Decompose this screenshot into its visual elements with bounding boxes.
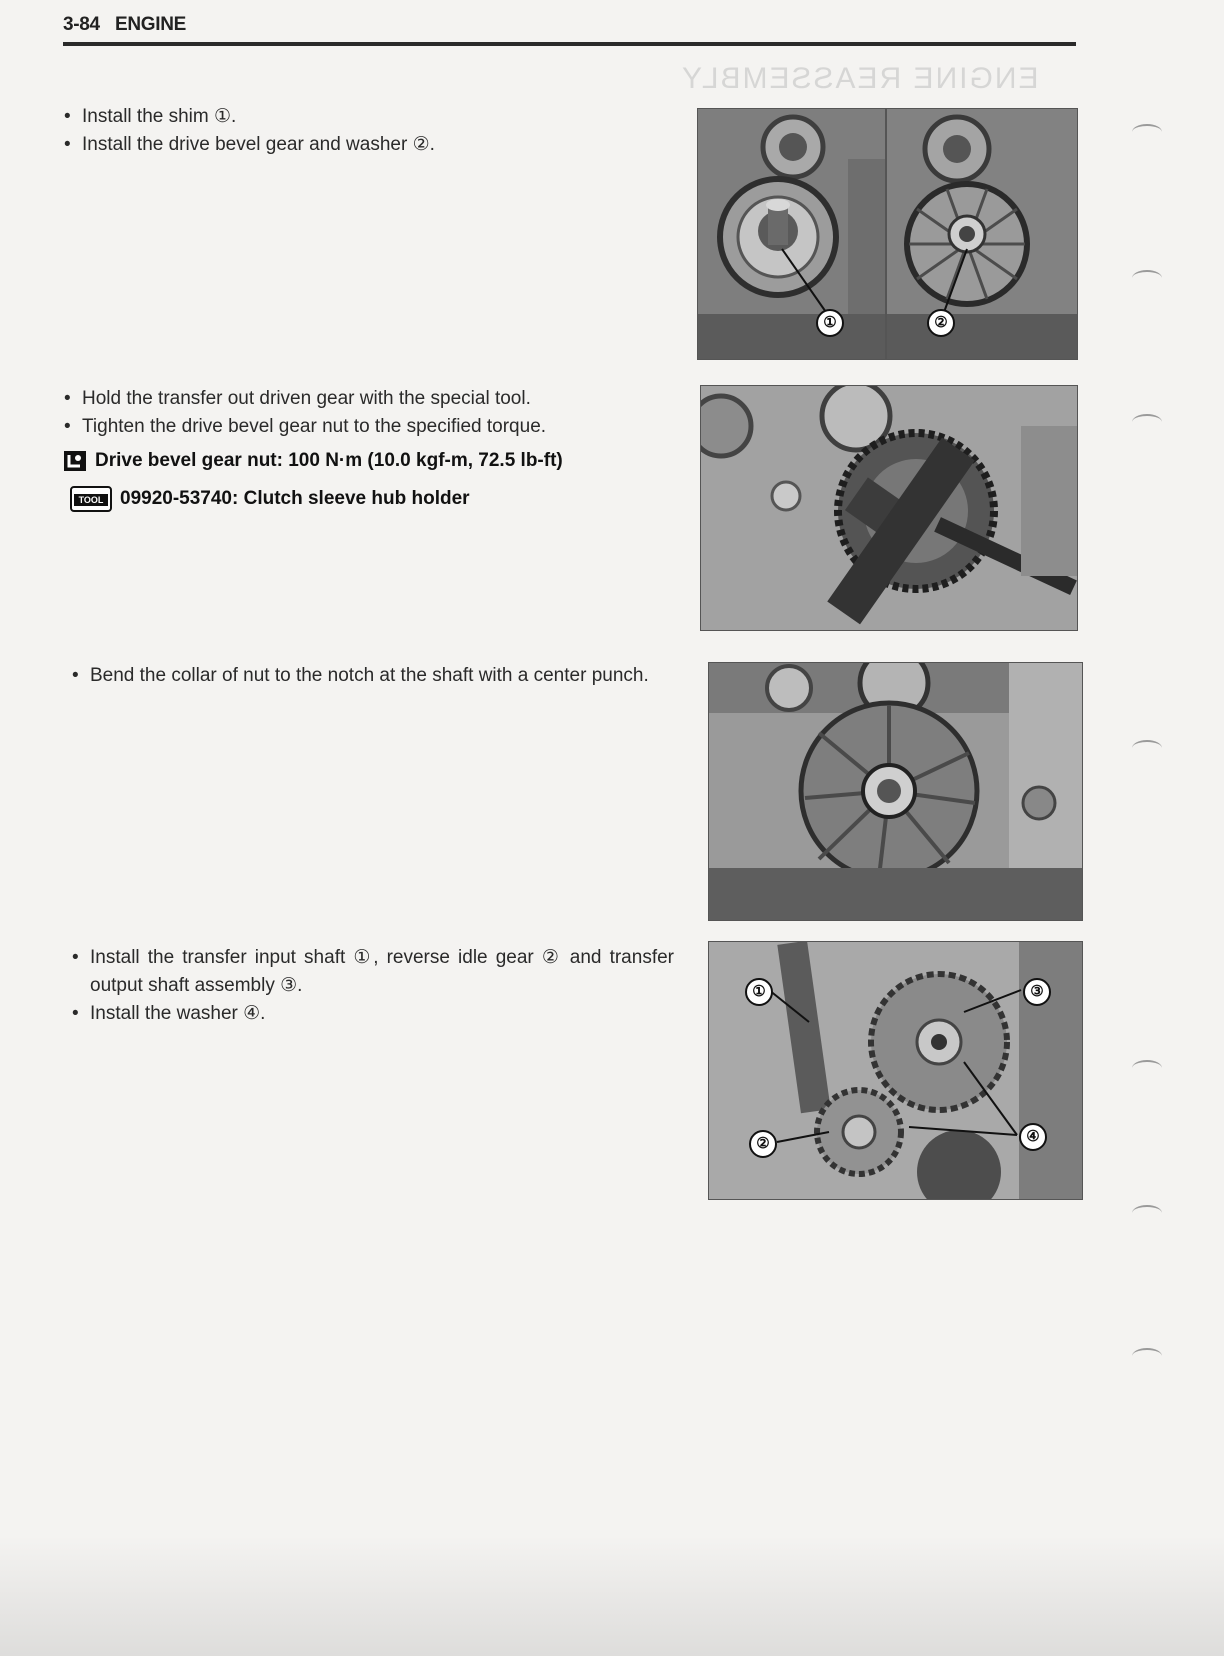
- torque-wrench-icon: [63, 450, 87, 472]
- callout-2: ②: [927, 309, 955, 337]
- margin-mark: [1132, 124, 1162, 140]
- margin-mark: [1132, 414, 1162, 430]
- step4-bullet-1: • Install the transfer input shaft ①, reverse idle gear ② and transfer output shaft assembly ③.: [68, 944, 674, 1000]
- step3-bullet-1: • Bend the collar of nut to the notch at the shaft with a center punch.: [68, 662, 674, 690]
- step2-instructions: [60, 385, 680, 441]
- tool-icon-label: TOOL: [74, 494, 108, 506]
- torque-spec-text: Drive bevel gear nut: 100 N·m (10.0 kgf-m, 72.5 lb-ft): [95, 450, 563, 471]
- step3-instructions: [68, 662, 674, 690]
- bleed-through-heading: ENGINE REASSEMBLY: [680, 62, 1039, 95]
- step1-bullet-1: • Install the shim ①.: [60, 103, 620, 131]
- step4-instructions: [68, 944, 674, 1028]
- margin-mark: [1132, 1060, 1162, 1076]
- step4-bullet-2: • Install the washer ④.: [68, 1000, 674, 1028]
- tool-spec-text: 09920-53740: Clutch sleeve hub holder: [120, 488, 470, 509]
- step2-bullet-2: • Tighten the drive bevel gear nut to the specified torque.: [60, 413, 680, 441]
- step2-photo: [700, 385, 1078, 631]
- callout-1: ①: [816, 309, 844, 337]
- step4-photo: [708, 941, 1083, 1200]
- step1-bullet-2: • Install the drive bevel gear and washer ②.: [60, 131, 620, 159]
- page-header: [63, 12, 1076, 46]
- callout-2: ②: [749, 1130, 777, 1158]
- tool-spec: [70, 486, 470, 512]
- section-title: ENGINE: [115, 14, 187, 35]
- margin-mark: [1132, 740, 1162, 756]
- page-shadow: [0, 1536, 1224, 1656]
- page-number: 3-84: [63, 14, 100, 35]
- step3-photo: [708, 662, 1083, 921]
- step1-photo-left: [697, 108, 886, 360]
- callout-1: ①: [745, 978, 773, 1006]
- tool-icon: [70, 486, 112, 512]
- margin-mark: [1132, 1348, 1162, 1364]
- callout-3: ③: [1023, 978, 1051, 1006]
- torque-spec: [63, 450, 563, 472]
- margin-mark: [1132, 270, 1162, 286]
- step1-photo-right: [886, 108, 1078, 360]
- margin-mark: [1132, 1205, 1162, 1221]
- step2-bullet-1: • Hold the transfer out driven gear with the special tool.: [60, 385, 680, 413]
- step1-instructions: [60, 103, 620, 159]
- callout-4: ④: [1019, 1123, 1047, 1151]
